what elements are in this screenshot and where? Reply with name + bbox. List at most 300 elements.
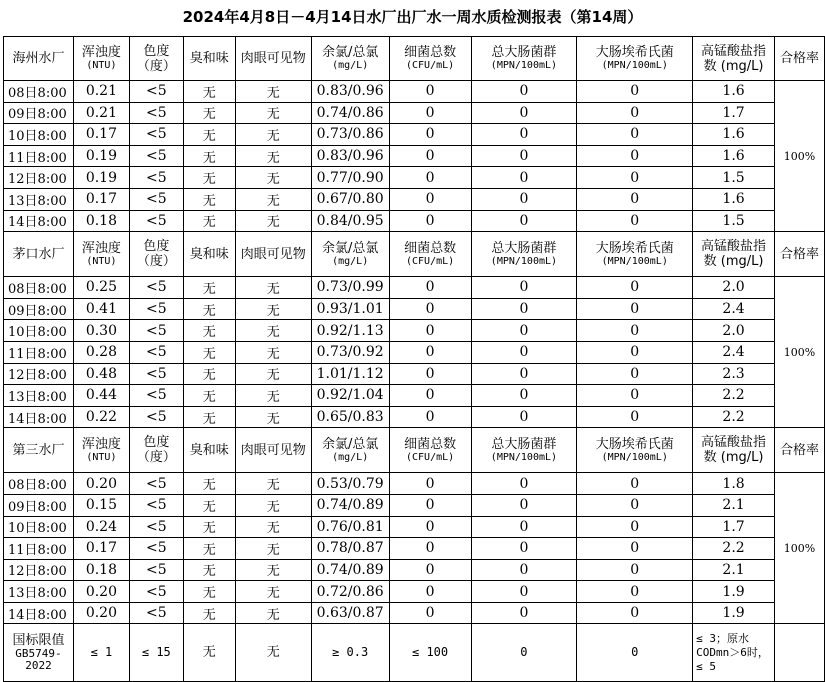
permanganate-index-value: 1.7 xyxy=(693,516,775,538)
col-permanganate-label: 高锰酸盐指 xyxy=(701,435,767,451)
total-coliform-value: 0 xyxy=(471,210,577,232)
standard-color: ≤ 15 xyxy=(129,624,183,682)
chlorine-value: 0.83/0.96 xyxy=(311,145,389,167)
col-chlorine-label: 余氯/总氯 xyxy=(321,240,379,256)
total-coliform-value: 0 xyxy=(471,538,577,560)
ecoli-value: 0 xyxy=(577,559,693,581)
turbidity-value: 0.19 xyxy=(73,145,129,167)
col-coliform-unit: (MPN/100mL) xyxy=(490,255,558,267)
permanganate-index-value: 1.6 xyxy=(693,188,775,210)
visible-matter-value: 无 xyxy=(235,145,311,167)
col-coliform xyxy=(471,37,577,81)
sample-time: 09日8:00 xyxy=(4,102,74,124)
col-bacteria-unit: (CFU/mL) xyxy=(405,255,455,267)
sample-time: 10日8:00 xyxy=(4,124,74,146)
visible-matter-value: 无 xyxy=(235,167,311,189)
col-color xyxy=(129,428,183,473)
odor-value: 无 xyxy=(183,277,235,299)
standard-chlorine: ≥ 0.3 xyxy=(311,624,389,682)
col-ecoli-unit: (MPN/100mL) xyxy=(601,451,668,463)
sample-time: 11日8:00 xyxy=(4,538,74,560)
col-bacteria-unit: (CFU/mL) xyxy=(405,451,455,463)
col-turbidity xyxy=(73,37,129,81)
chlorine-value: 0.74/0.89 xyxy=(311,494,389,516)
col-color-label: 色度 xyxy=(143,435,170,451)
bacteria-count-value: 0 xyxy=(389,320,471,342)
visible-matter-value: 无 xyxy=(235,210,311,232)
chlorine-value: 0.78/0.87 xyxy=(311,538,389,560)
visible-matter-value: 无 xyxy=(235,188,311,210)
chlorine-value: 0.74/0.86 xyxy=(311,102,389,124)
chlorine-value: 0.73/0.92 xyxy=(311,341,389,363)
permanganate-index-value: 1.6 xyxy=(693,124,775,146)
total-coliform-value: 0 xyxy=(471,188,577,210)
col-permanganate-unit: 数 (mg/L) xyxy=(703,450,764,466)
col-odor: 臭和味 xyxy=(183,428,235,473)
odor-value: 无 xyxy=(183,494,235,516)
bacteria-count-value: 0 xyxy=(389,210,471,232)
col-permanganate-label: 高锰酸盐指 xyxy=(701,43,767,59)
ecoli-value: 0 xyxy=(577,320,693,342)
bacteria-count-value: 0 xyxy=(389,559,471,581)
color-value: <5 xyxy=(129,81,183,103)
pass-rate-value: 100% xyxy=(774,277,824,428)
col-chlorine xyxy=(311,37,389,81)
ecoli-value: 0 xyxy=(577,341,693,363)
permanganate-index-value: 2.3 xyxy=(693,363,775,385)
total-coliform-value: 0 xyxy=(471,494,577,516)
ecoli-value: 0 xyxy=(577,494,693,516)
bacteria-count-value: 0 xyxy=(389,341,471,363)
ecoli-value: 0 xyxy=(577,538,693,560)
permanganate-index-value: 2.2 xyxy=(693,406,775,428)
table-row xyxy=(4,602,825,624)
bacteria-count-value: 0 xyxy=(389,385,471,407)
bacteria-count-value: 0 xyxy=(389,516,471,538)
visible-matter-value: 无 xyxy=(235,320,311,342)
header-row xyxy=(4,232,825,277)
col-chlorine xyxy=(311,428,389,473)
table-row xyxy=(4,538,825,560)
color-value: <5 xyxy=(129,341,183,363)
standard-permanganate-index: ≤ 3；原水CODmn＞6时，≤ 5 xyxy=(693,624,775,682)
chlorine-value: 0.92/1.04 xyxy=(311,385,389,407)
odor-value: 无 xyxy=(183,320,235,342)
odor-value: 无 xyxy=(183,145,235,167)
table-row xyxy=(4,494,825,516)
bacteria-count-value: 0 xyxy=(389,602,471,624)
color-value: <5 xyxy=(129,210,183,232)
odor-value: 无 xyxy=(183,363,235,385)
color-value: <5 xyxy=(129,363,183,385)
turbidity-value: 0.25 xyxy=(73,277,129,299)
sample-time: 09日8:00 xyxy=(4,298,74,320)
visible-matter-value: 无 xyxy=(235,124,311,146)
table-row xyxy=(4,559,825,581)
plant-name: 海州水厂 xyxy=(4,37,74,81)
col-ecoli xyxy=(577,428,693,473)
plant-name: 第三水厂 xyxy=(4,428,74,473)
visible-matter-value: 无 xyxy=(235,385,311,407)
col-bacteria-label: 细菌总数 xyxy=(404,45,457,60)
turbidity-value: 0.21 xyxy=(73,81,129,103)
standard-odor: 无 xyxy=(183,624,235,682)
sample-time: 09日8:00 xyxy=(4,494,74,516)
bacteria-count-value: 0 xyxy=(389,494,471,516)
chlorine-value: 0.72/0.86 xyxy=(311,581,389,603)
bacteria-count-value: 0 xyxy=(389,473,471,495)
col-ecoli-label: 大肠埃希氏菌 xyxy=(595,45,674,60)
col-bacteria xyxy=(389,37,471,81)
col-coliform-unit: (MPN/100mL) xyxy=(490,451,558,463)
sample-time: 14日8:00 xyxy=(4,210,74,232)
color-value: <5 xyxy=(129,559,183,581)
odor-value: 无 xyxy=(183,167,235,189)
color-value: <5 xyxy=(129,602,183,624)
permanganate-index-value: 2.2 xyxy=(693,385,775,407)
col-pass-rate: 合格率 xyxy=(774,37,824,81)
sample-time: 12日8:00 xyxy=(4,363,74,385)
visible-matter-value: 无 xyxy=(235,341,311,363)
bacteria-count-value: 0 xyxy=(389,145,471,167)
chlorine-value: 0.93/1.01 xyxy=(311,298,389,320)
total-coliform-value: 0 xyxy=(471,559,577,581)
permanganate-index-value: 2.4 xyxy=(693,298,775,320)
table-row xyxy=(4,124,825,146)
visible-matter-value: 无 xyxy=(235,406,311,428)
permanganate-index-value: 1.9 xyxy=(693,581,775,603)
col-color-unit: （度） xyxy=(136,450,176,466)
visible-matter-value: 无 xyxy=(235,559,311,581)
col-chlorine-label: 余氯/总氯 xyxy=(321,45,379,60)
ecoli-value: 0 xyxy=(577,473,693,495)
col-ecoli-label: 大肠埃希氏菌 xyxy=(595,240,674,256)
permanganate-index-value: 1.8 xyxy=(693,473,775,495)
table-row xyxy=(4,81,825,103)
ecoli-value: 0 xyxy=(577,363,693,385)
col-bacteria xyxy=(389,232,471,277)
permanganate-index-value: 1.7 xyxy=(693,102,775,124)
table-row xyxy=(4,341,825,363)
total-coliform-value: 0 xyxy=(471,277,577,299)
table-row xyxy=(4,516,825,538)
total-coliform-value: 0 xyxy=(471,320,577,342)
turbidity-value: 0.19 xyxy=(73,167,129,189)
standard-turbidity: ≤ 1 xyxy=(73,624,129,682)
total-coliform-value: 0 xyxy=(471,102,577,124)
permanganate-index-value: 1.5 xyxy=(693,210,775,232)
ecoli-value: 0 xyxy=(577,298,693,320)
col-chlorine-unit: (mg/L) xyxy=(332,255,369,267)
odor-value: 无 xyxy=(183,602,235,624)
color-value: <5 xyxy=(129,320,183,342)
color-value: <5 xyxy=(129,167,183,189)
standard-label xyxy=(4,624,74,682)
sample-time: 11日8:00 xyxy=(4,341,74,363)
turbidity-value: 0.48 xyxy=(73,363,129,385)
table-row xyxy=(4,320,825,342)
color-value: <5 xyxy=(129,406,183,428)
visible-matter-value: 无 xyxy=(235,363,311,385)
color-value: <5 xyxy=(129,538,183,560)
ecoli-value: 0 xyxy=(577,385,693,407)
permanganate-index-value: 1.6 xyxy=(693,81,775,103)
odor-value: 无 xyxy=(183,102,235,124)
col-ecoli-unit: (MPN/100mL) xyxy=(601,60,668,71)
turbidity-value: 0.17 xyxy=(73,538,129,560)
total-coliform-value: 0 xyxy=(471,581,577,603)
report-title: 2024年4月8日－4月14日水厂出厂水一周水质检测报表（第14周） xyxy=(182,8,643,26)
total-coliform-value: 0 xyxy=(471,363,577,385)
chlorine-value: 0.73/0.86 xyxy=(311,124,389,146)
turbidity-value: 0.17 xyxy=(73,188,129,210)
color-value: <5 xyxy=(129,188,183,210)
header-row xyxy=(4,37,825,81)
ecoli-value: 0 xyxy=(577,602,693,624)
bacteria-count-value: 0 xyxy=(389,277,471,299)
sample-time: 13日8:00 xyxy=(4,581,74,603)
odor-value: 无 xyxy=(183,81,235,103)
col-color-unit: （度） xyxy=(136,254,176,270)
bacteria-count-value: 0 xyxy=(389,167,471,189)
bacteria-count-value: 0 xyxy=(389,538,471,560)
visible-matter-value: 无 xyxy=(235,473,311,495)
header-row xyxy=(4,428,825,473)
col-permanganate-label: 高锰酸盐指 xyxy=(701,239,767,255)
pass-rate-value: 100% xyxy=(774,473,824,624)
pass-rate-value: 100% xyxy=(774,81,824,232)
col-permanganate xyxy=(693,428,775,473)
col-coliform xyxy=(471,428,577,473)
col-permanganate-unit: 数 (mg/L) xyxy=(703,254,764,270)
turbidity-value: 0.20 xyxy=(73,602,129,624)
plant-name: 茅口水厂 xyxy=(4,232,74,277)
chlorine-value: 1.01/1.12 xyxy=(311,363,389,385)
bacteria-count-value: 0 xyxy=(389,188,471,210)
bacteria-count-value: 0 xyxy=(389,81,471,103)
color-value: <5 xyxy=(129,473,183,495)
total-coliform-value: 0 xyxy=(471,473,577,495)
table-row xyxy=(4,406,825,428)
chlorine-value: 0.67/0.80 xyxy=(311,188,389,210)
turbidity-value: 0.20 xyxy=(73,581,129,603)
col-bacteria-label: 细菌总数 xyxy=(404,240,457,256)
col-color-unit: （度） xyxy=(136,58,176,74)
ecoli-value: 0 xyxy=(577,581,693,603)
total-coliform-value: 0 xyxy=(471,602,577,624)
col-chlorine-label: 余氯/总氯 xyxy=(321,436,379,452)
odor-value: 无 xyxy=(183,581,235,603)
col-chlorine xyxy=(311,232,389,277)
ecoli-value: 0 xyxy=(577,167,693,189)
chlorine-value: 0.77/0.90 xyxy=(311,167,389,189)
standard-label-text: 国标限值 xyxy=(12,633,65,649)
turbidity-value: 0.30 xyxy=(73,320,129,342)
odor-value: 无 xyxy=(183,538,235,560)
col-coliform xyxy=(471,232,577,277)
col-turbidity-label: 浑浊度 xyxy=(81,45,121,60)
col-coliform-label: 总大肠菌群 xyxy=(491,45,557,60)
col-coliform-label: 总大肠菌群 xyxy=(491,240,557,256)
water-quality-table xyxy=(3,36,825,682)
table-row xyxy=(4,102,825,124)
color-value: <5 xyxy=(129,277,183,299)
ecoli-value: 0 xyxy=(577,102,693,124)
turbidity-value: 0.21 xyxy=(73,102,129,124)
visible-matter-value: 无 xyxy=(235,81,311,103)
col-bacteria xyxy=(389,428,471,473)
turbidity-value: 0.17 xyxy=(73,124,129,146)
sample-time: 12日8:00 xyxy=(4,167,74,189)
odor-value: 无 xyxy=(183,559,235,581)
col-color-label: 色度 xyxy=(143,239,170,255)
turbidity-value: 0.18 xyxy=(73,210,129,232)
color-value: <5 xyxy=(129,124,183,146)
col-permanganate xyxy=(693,37,775,81)
sample-time: 14日8:00 xyxy=(4,602,74,624)
table-row xyxy=(4,473,825,495)
col-turbidity-label: 浑浊度 xyxy=(81,240,121,256)
total-coliform-value: 0 xyxy=(471,167,577,189)
total-coliform-value: 0 xyxy=(471,341,577,363)
table-row xyxy=(4,167,825,189)
color-value: <5 xyxy=(129,102,183,124)
chlorine-value: 0.92/1.13 xyxy=(311,320,389,342)
sample-time: 14日8:00 xyxy=(4,406,74,428)
visible-matter-value: 无 xyxy=(235,494,311,516)
col-pass-rate: 合格率 xyxy=(774,232,824,277)
permanganate-index-value: 2.4 xyxy=(693,341,775,363)
total-coliform-value: 0 xyxy=(471,516,577,538)
sample-time: 08日8:00 xyxy=(4,81,74,103)
visible-matter-value: 无 xyxy=(235,516,311,538)
col-pass-rate: 合格率 xyxy=(774,428,824,473)
sample-time: 13日8:00 xyxy=(4,188,74,210)
turbidity-value: 0.15 xyxy=(73,494,129,516)
bacteria-count-value: 0 xyxy=(389,406,471,428)
col-chlorine-unit: (mg/L) xyxy=(332,451,369,463)
col-color xyxy=(129,232,183,277)
chlorine-value: 0.73/0.99 xyxy=(311,277,389,299)
table-row xyxy=(4,210,825,232)
odor-value: 无 xyxy=(183,210,235,232)
visible-matter-value: 无 xyxy=(235,602,311,624)
odor-value: 无 xyxy=(183,188,235,210)
bacteria-count-value: 0 xyxy=(389,102,471,124)
turbidity-value: 0.41 xyxy=(73,298,129,320)
col-ecoli xyxy=(577,232,693,277)
standard-total-coliform: 0 xyxy=(471,624,577,682)
total-coliform-value: 0 xyxy=(471,406,577,428)
total-coliform-value: 0 xyxy=(471,385,577,407)
col-turbidity-unit: (NTU) xyxy=(86,255,117,267)
turbidity-value: 0.18 xyxy=(73,559,129,581)
standard-label-code: GB5749- xyxy=(15,647,62,661)
table-row xyxy=(4,581,825,603)
ecoli-value: 0 xyxy=(577,516,693,538)
odor-value: 无 xyxy=(183,124,235,146)
bacteria-count-value: 0 xyxy=(389,124,471,146)
standard-ecoli: 0 xyxy=(577,624,693,682)
color-value: <5 xyxy=(129,298,183,320)
sample-time: 10日8:00 xyxy=(4,516,74,538)
sample-time: 12日8:00 xyxy=(4,559,74,581)
col-ecoli-label: 大肠埃希氏菌 xyxy=(595,436,674,452)
table-row xyxy=(4,145,825,167)
chlorine-value: 0.83/0.96 xyxy=(311,81,389,103)
odor-value: 无 xyxy=(183,516,235,538)
col-bacteria-label: 细菌总数 xyxy=(404,436,457,452)
col-ecoli-unit: (MPN/100mL) xyxy=(601,255,668,267)
col-visible: 肉眼可见物 xyxy=(235,37,311,81)
turbidity-value: 0.44 xyxy=(73,385,129,407)
col-turbidity-label: 浑浊度 xyxy=(81,436,121,452)
table-row xyxy=(4,298,825,320)
sample-time: 13日8:00 xyxy=(4,385,74,407)
col-permanganate-unit: 数 (mg/L) xyxy=(703,58,764,74)
total-coliform-value: 0 xyxy=(471,81,577,103)
odor-value: 无 xyxy=(183,298,235,320)
chlorine-value: 0.53/0.79 xyxy=(311,473,389,495)
permanganate-index-value: 2.2 xyxy=(693,538,775,560)
color-value: <5 xyxy=(129,581,183,603)
odor-value: 无 xyxy=(183,473,235,495)
ecoli-value: 0 xyxy=(577,145,693,167)
standard-row xyxy=(4,624,825,682)
col-turbidity xyxy=(73,232,129,277)
turbidity-value: 0.22 xyxy=(73,406,129,428)
odor-value: 无 xyxy=(183,406,235,428)
col-turbidity-unit: (NTU) xyxy=(86,60,117,71)
bacteria-count-value: 0 xyxy=(389,298,471,320)
table-row xyxy=(4,188,825,210)
col-odor: 臭和味 xyxy=(183,37,235,81)
chlorine-value: 0.76/0.81 xyxy=(311,516,389,538)
standard-label-year: 2022 xyxy=(25,659,52,673)
odor-value: 无 xyxy=(183,385,235,407)
col-permanganate xyxy=(693,232,775,277)
standard-visible-matter: 无 xyxy=(235,624,311,682)
col-color-label: 色度 xyxy=(143,43,170,59)
ecoli-value: 0 xyxy=(577,406,693,428)
total-coliform-value: 0 xyxy=(471,298,577,320)
permanganate-index-value: 2.0 xyxy=(693,277,775,299)
color-value: <5 xyxy=(129,145,183,167)
sample-time: 10日8:00 xyxy=(4,320,74,342)
visible-matter-value: 无 xyxy=(235,298,311,320)
permanganate-index-value: 2.1 xyxy=(693,494,775,516)
col-turbidity-unit: (NTU) xyxy=(86,451,117,463)
sample-time: 11日8:00 xyxy=(4,145,74,167)
ecoli-value: 0 xyxy=(577,277,693,299)
standard-bacteria-count: ≤ 100 xyxy=(389,624,471,682)
visible-matter-value: 无 xyxy=(235,581,311,603)
col-coliform-unit: (MPN/100mL) xyxy=(490,60,558,71)
ecoli-value: 0 xyxy=(577,124,693,146)
visible-matter-value: 无 xyxy=(235,538,311,560)
col-chlorine-unit: (mg/L) xyxy=(332,60,369,71)
sample-time: 08日8:00 xyxy=(4,277,74,299)
permanganate-index-value: 2.1 xyxy=(693,559,775,581)
col-turbidity xyxy=(73,428,129,473)
standard-pass-rate-blank xyxy=(774,624,824,682)
visible-matter-value: 无 xyxy=(235,277,311,299)
bacteria-count-value: 0 xyxy=(389,581,471,603)
table-row xyxy=(4,277,825,299)
col-ecoli xyxy=(577,37,693,81)
color-value: <5 xyxy=(129,385,183,407)
ecoli-value: 0 xyxy=(577,188,693,210)
